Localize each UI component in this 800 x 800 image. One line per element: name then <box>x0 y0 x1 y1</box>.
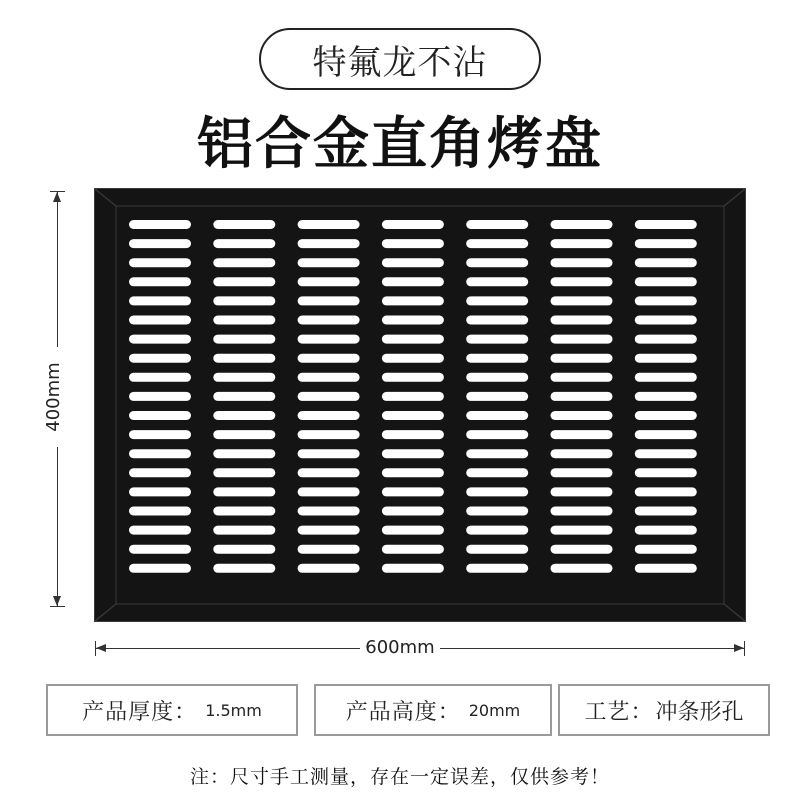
tray-slot <box>551 258 613 267</box>
tray-slot <box>213 507 275 516</box>
tray-slot <box>213 487 275 496</box>
width-dimension-right-tick <box>744 641 745 656</box>
tray-slot <box>551 316 613 325</box>
tray-slot <box>466 354 528 363</box>
tray-slot <box>298 296 360 305</box>
tray-slot <box>635 220 697 229</box>
height-dimension-label: 400mm <box>44 347 64 447</box>
tray-slot <box>635 468 697 477</box>
badge-text: 特氟龙不沾 <box>312 42 488 83</box>
tray-slot <box>298 258 360 267</box>
tray-slot <box>129 296 191 305</box>
tray-slot <box>551 430 613 439</box>
tray-slot <box>382 258 444 267</box>
tray-slot <box>635 449 697 458</box>
tray-slot <box>635 296 697 305</box>
tray-slot <box>298 354 360 363</box>
width-dimension-label: 600mm <box>360 636 440 660</box>
tray-slot <box>213 449 275 458</box>
tray-slot <box>298 545 360 554</box>
spec-height <box>314 684 552 736</box>
tray-slot <box>129 373 191 382</box>
tray-slot <box>213 316 275 325</box>
tray-slot <box>129 564 191 573</box>
tray-slot <box>466 564 528 573</box>
tray-slot <box>213 373 275 382</box>
tray-slot <box>298 449 360 458</box>
tray-slot <box>213 545 275 554</box>
tray-slot <box>213 392 275 401</box>
tray-slot <box>382 545 444 554</box>
width-arrow-right-icon <box>734 644 744 652</box>
tray-slot <box>213 335 275 344</box>
tray-slot <box>551 564 613 573</box>
tray-slot <box>466 239 528 248</box>
tray-slot <box>129 545 191 554</box>
tray-slot <box>129 316 191 325</box>
tray-slot <box>466 277 528 286</box>
tray-slot <box>551 239 613 248</box>
tray-slot <box>382 564 444 573</box>
tray-slot <box>129 239 191 248</box>
tray-slot <box>213 564 275 573</box>
tray-slot <box>382 296 444 305</box>
tray-slot <box>551 373 613 382</box>
tray-slot <box>382 487 444 496</box>
tray-slot <box>298 507 360 516</box>
tray-slot <box>382 220 444 229</box>
tray-slot <box>466 487 528 496</box>
tray-slot <box>382 335 444 344</box>
tray-slot <box>129 449 191 458</box>
spec-process <box>558 684 770 736</box>
tray-slot <box>382 526 444 535</box>
spec-process-value: 冲条形孔 <box>655 699 744 725</box>
tray-slot <box>635 277 697 286</box>
tray-slot <box>466 545 528 554</box>
tray-slot <box>129 277 191 286</box>
tray-slot <box>129 507 191 516</box>
tray-slot <box>551 411 613 420</box>
tray-slot <box>635 354 697 363</box>
tray-slot <box>466 392 528 401</box>
tray-slot <box>466 220 528 229</box>
tray-slot <box>551 487 613 496</box>
tray-slot <box>466 335 528 344</box>
tray-slot <box>466 449 528 458</box>
width-arrow-left-icon <box>96 644 106 652</box>
tray-slot <box>466 373 528 382</box>
tray-slot <box>298 239 360 248</box>
tray-slot <box>129 220 191 229</box>
tray-slot <box>382 430 444 439</box>
tray-slot <box>382 373 444 382</box>
tray-slot <box>213 239 275 248</box>
tray-slot <box>635 239 697 248</box>
tray-slot <box>382 316 444 325</box>
spec-thickness-label: 产品厚度： <box>82 699 198 725</box>
tray-slot <box>213 468 275 477</box>
tray-slot <box>213 220 275 229</box>
tray-slot <box>382 392 444 401</box>
height-dimension-bottom-tick <box>50 606 65 607</box>
tray-slot <box>213 526 275 535</box>
tray-slot <box>129 411 191 420</box>
tray-slot <box>551 526 613 535</box>
tray-slot <box>551 277 613 286</box>
baking-tray <box>94 188 746 622</box>
tray-slot <box>213 258 275 267</box>
tray-slot <box>382 239 444 248</box>
tray-slot <box>635 373 697 382</box>
tray-slot <box>466 296 528 305</box>
tray-slot <box>635 430 697 439</box>
tray-slot <box>129 335 191 344</box>
spec-height-value: 20mm <box>468 700 521 720</box>
tray-slot <box>129 392 191 401</box>
tray-slot <box>635 545 697 554</box>
tray-slot <box>129 468 191 477</box>
tray-slot <box>466 258 528 267</box>
tray-slot <box>213 354 275 363</box>
non-stick-badge <box>259 28 541 90</box>
tray-slot <box>551 545 613 554</box>
height-arrow-up-icon <box>53 192 61 202</box>
tray-slot <box>298 392 360 401</box>
tray-slot <box>298 526 360 535</box>
tray-slot <box>635 564 697 573</box>
tray-slot <box>635 526 697 535</box>
tray-slot <box>213 411 275 420</box>
tray-slot <box>382 507 444 516</box>
tray-slot <box>129 354 191 363</box>
measurement-note: 注：尺寸手工测量，存在一定误差，仅供参考！ <box>189 766 610 788</box>
tray-slot <box>298 316 360 325</box>
tray-slot <box>213 430 275 439</box>
tray-slot <box>551 220 613 229</box>
tray-slot <box>382 411 444 420</box>
spec-height-label: 产品高度： <box>345 699 461 725</box>
tray-slot <box>635 507 697 516</box>
tray-slot <box>551 296 613 305</box>
tray-slot <box>635 411 697 420</box>
tray-slot <box>213 296 275 305</box>
tray-slot <box>466 316 528 325</box>
tray-slot <box>298 335 360 344</box>
tray-slot <box>129 258 191 267</box>
tray-slot <box>298 277 360 286</box>
height-arrow-down-icon <box>53 596 61 606</box>
tray-slot <box>635 316 697 325</box>
tray-slot <box>635 258 697 267</box>
tray-slot <box>298 373 360 382</box>
spec-process-label: 工艺： <box>584 699 654 725</box>
tray-slot <box>298 220 360 229</box>
tray-slot <box>382 449 444 458</box>
tray-slot <box>298 564 360 573</box>
tray-slot <box>551 468 613 477</box>
tray-slot <box>551 354 613 363</box>
tray-slot <box>298 411 360 420</box>
tray-slot <box>129 526 191 535</box>
spec-thickness <box>46 684 298 736</box>
tray-slot <box>129 487 191 496</box>
tray-slot <box>551 335 613 344</box>
tray-slot <box>298 468 360 477</box>
tray-slot <box>298 430 360 439</box>
tray-slot <box>635 335 697 344</box>
tray-slot <box>382 277 444 286</box>
tray-slot <box>551 392 613 401</box>
tray-slot <box>551 449 613 458</box>
tray-slot <box>382 468 444 477</box>
tray-slot <box>551 507 613 516</box>
spec-thickness-value: 1.5mm <box>205 700 262 720</box>
tray-slot <box>635 392 697 401</box>
tray-slot <box>213 277 275 286</box>
tray-slot <box>466 526 528 535</box>
tray-slot <box>129 430 191 439</box>
tray-slot <box>466 430 528 439</box>
tray-slot <box>635 487 697 496</box>
tray-slot <box>298 487 360 496</box>
tray-slot <box>466 468 528 477</box>
tray-slot <box>466 507 528 516</box>
product-title: 铝合金直角烤盘 <box>197 112 603 177</box>
tray-slot <box>382 354 444 363</box>
tray-slot <box>466 411 528 420</box>
